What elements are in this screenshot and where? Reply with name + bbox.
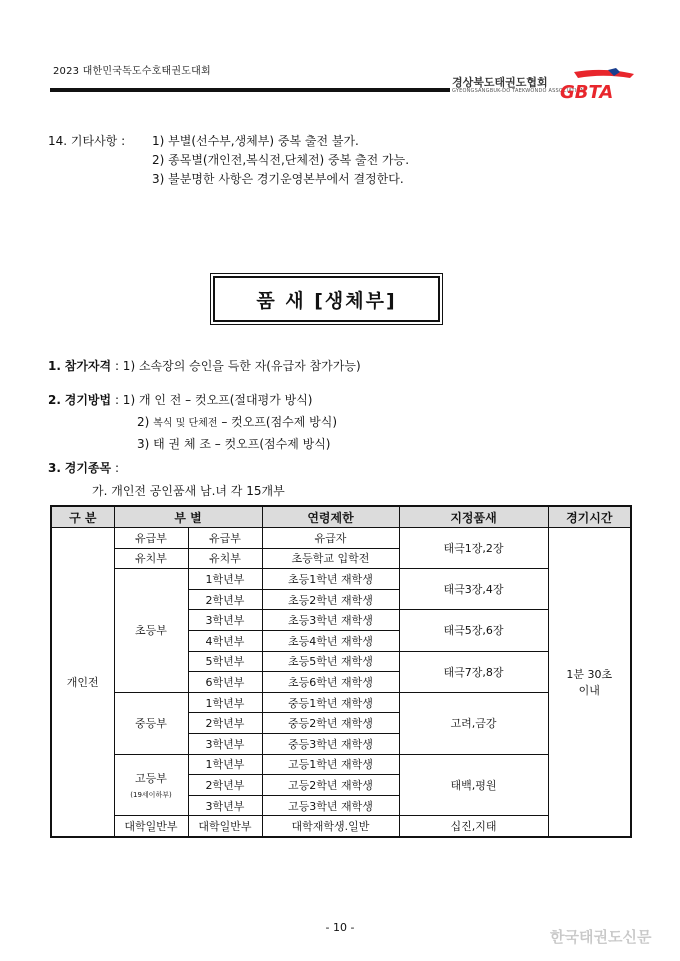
time-line-1: 1분 30초: [566, 667, 613, 681]
events-table: [50, 505, 632, 838]
group-godeung-note: (19세이하부): [130, 790, 172, 799]
division-cell: 5학년부: [188, 651, 262, 672]
group-godeung: [114, 754, 188, 816]
gbta-logo: [556, 68, 636, 100]
age-cell: 초등5학년 재학생: [262, 651, 399, 672]
group-chodeung: 초등부: [114, 569, 188, 693]
method-line-2: [137, 413, 337, 430]
method-line-2-num: 2): [137, 415, 150, 429]
group-yuchi: 유치부: [114, 548, 188, 569]
division-cell: 대학일반부: [188, 816, 262, 837]
poomsae-cell: 십진,지태: [399, 816, 548, 837]
group-daehak: 대학일반부: [114, 816, 188, 837]
division-cell: 유치부: [188, 548, 262, 569]
division-cell: 1학년부: [188, 692, 262, 713]
method-line-1: : 1) 개 인 전 – 컷오프(절대평가 방식): [114, 393, 313, 407]
age-cell: 대학재학생.일반: [262, 816, 399, 837]
method: [48, 391, 312, 408]
page-number: - 10 -: [325, 921, 355, 934]
division-cell: 1학년부: [188, 754, 262, 775]
group-yugeup: 유급부: [114, 528, 188, 549]
section-14-item-2: 2) 종목별(개인전,복식전,단체전) 중복 출전 가능.: [152, 153, 410, 167]
table-row: [51, 754, 631, 775]
poomsae-cell: 태극1장,2장: [399, 528, 548, 569]
qualification-num: 1.: [48, 359, 61, 373]
division-cell: 4학년부: [188, 630, 262, 651]
method-line-2-small: 복식 및 단체전: [153, 418, 218, 429]
qualification-label: 참가자격: [64, 359, 112, 373]
time-cell: [548, 528, 631, 837]
method-num: 2.: [48, 393, 61, 407]
group-jungdeung: 중등부: [114, 692, 188, 754]
qualification-text: : 1) 소속장의 승인을 득한 자(유급자 참가가능): [114, 359, 361, 373]
age-cell: 중등1학년 재학생: [262, 692, 399, 713]
age-cell: 초등6학년 재학생: [262, 672, 399, 693]
division-cell: 6학년부: [188, 672, 262, 693]
section-14: [48, 132, 409, 189]
age-cell: 고등3학년 재학생: [262, 795, 399, 816]
method-label: 경기방법: [64, 393, 112, 407]
age-cell: 유급자: [262, 528, 399, 549]
watermark: 한국태권도신문: [550, 928, 652, 946]
age-cell: 고등2학년 재학생: [262, 775, 399, 796]
age-cell: 고등1학년 재학생: [262, 754, 399, 775]
header-event-title: 2023 대한민국독도수호태권도대회: [53, 66, 211, 77]
poomsae-cell: 태극3장,4장: [399, 569, 548, 610]
qualification: [48, 357, 361, 374]
header-age-limit: 연령제한: [262, 506, 399, 528]
division-cell: 3학년부: [188, 733, 262, 754]
events-sub: 가. 개인전 공인품새 남.녀 각 15개부: [92, 484, 285, 498]
table-row: [51, 569, 631, 590]
table-row: [51, 528, 631, 549]
section-14-item-1: 1) 부별(선수부,생체부) 중복 출전 불가.: [152, 134, 359, 148]
table-row: [51, 692, 631, 713]
logo-swoosh: [574, 70, 634, 78]
group-godeung-label: 고등부: [135, 771, 167, 785]
header-poomsae: 지정품새: [399, 506, 548, 528]
org-name-en: GYEONGSANGBUK-DO TAEKWONDO ASSOCIATION: [452, 88, 585, 94]
poomsae-cell: 태백,평원: [399, 754, 548, 816]
header-division: 부 별: [114, 506, 262, 528]
poomsae-cell: 태극7장,8장: [399, 651, 548, 692]
method-line-3: 3) 태 권 체 조 – 컷오프(점수제 방식): [137, 437, 331, 451]
age-cell: 초등3학년 재학생: [262, 610, 399, 631]
poomsae-cell: 고려,금강: [399, 692, 548, 754]
age-cell: 초등1학년 재학생: [262, 569, 399, 590]
header-time: 경기시간: [548, 506, 631, 528]
division-cell: 유급부: [188, 528, 262, 549]
method-line-2-rest: – 컷오프(점수제 방식): [221, 415, 338, 429]
org-name: 경상북도태권도협회: [452, 76, 548, 89]
category-cell: 개인전: [51, 528, 114, 837]
section-14-label: 14. 기타사항 :: [48, 134, 126, 148]
poomsae-cell: 태극5장,6장: [399, 610, 548, 651]
division-cell: 3학년부: [188, 610, 262, 631]
header-category: 구 분: [51, 506, 114, 528]
division-cell: 2학년부: [188, 589, 262, 610]
page-title: 품 새 [생체부]: [213, 276, 440, 322]
events-label: 경기종목: [64, 461, 112, 475]
age-cell: 초등학교 입학전: [262, 548, 399, 569]
age-cell: 초등2학년 재학생: [262, 589, 399, 610]
events: [48, 459, 119, 476]
logo-text: GBTA: [560, 82, 614, 100]
header-rule: [50, 88, 450, 92]
age-cell: 초등4학년 재학생: [262, 630, 399, 651]
division-cell: 3학년부: [188, 795, 262, 816]
time-line-2: 이내: [578, 683, 600, 697]
events-num: 3.: [48, 461, 61, 475]
division-cell: 2학년부: [188, 713, 262, 734]
division-cell: 1학년부: [188, 569, 262, 590]
section-14-item-3: 3) 불분명한 사항은 경기운영본부에서 결정한다.: [152, 172, 404, 186]
age-cell: 중등2학년 재학생: [262, 713, 399, 734]
table-header-row: [51, 506, 631, 528]
table-row: [51, 816, 631, 837]
division-cell: 2학년부: [188, 775, 262, 796]
events-colon: :: [114, 461, 119, 475]
age-cell: 중등3학년 재학생: [262, 733, 399, 754]
